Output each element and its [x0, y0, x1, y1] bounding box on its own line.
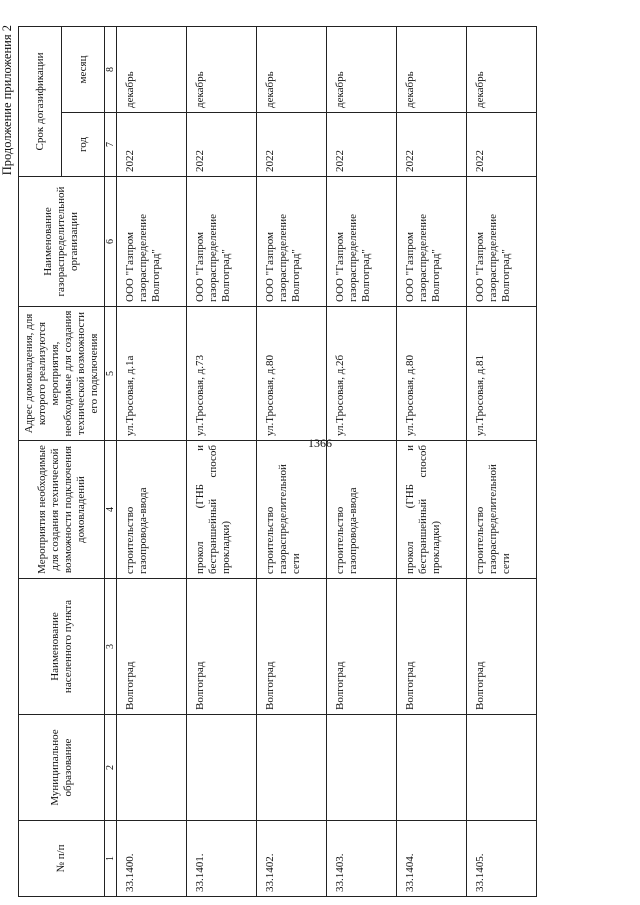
row-settlement: Волгоград [187, 579, 257, 715]
row-number: 33.1403. [327, 821, 397, 897]
row-year: 2022 [117, 113, 187, 177]
row-measure: строительство газопровода-ввода [117, 441, 187, 579]
column-number: 5 [105, 307, 117, 441]
row-address: ул.Тросовая, д.80 [397, 307, 467, 441]
row-measure: прокол (ГНБ и бестраншейный способ прокладки) [397, 441, 467, 579]
table-row [187, 26, 257, 896]
row-organization: ООО "Газпром газораспределение Волгоград" [327, 177, 397, 307]
row-municipality [117, 715, 187, 821]
header-month: месяц [62, 26, 105, 112]
table-row [117, 26, 187, 896]
table-row [397, 26, 467, 896]
page-number: 1366 [308, 436, 332, 450]
column-number: 8 [105, 26, 117, 112]
row-year: 2022 [257, 113, 327, 177]
row-address: ул.Тросовая, д.81 [467, 307, 537, 441]
column-number: 1 [105, 821, 117, 897]
column-number: 2 [105, 715, 117, 821]
gasification-table [18, 26, 537, 897]
header-organization: Наименование газораспределительной организации [19, 177, 105, 307]
row-organization: ООО "Газпром газораспределение Волгоград" [187, 177, 257, 307]
row-address: ул.Тросовая, д.2б [327, 307, 397, 441]
row-month: декабрь [397, 26, 467, 112]
row-month: декабрь [187, 26, 257, 112]
row-year: 2022 [467, 113, 537, 177]
row-organization: ООО "Газпром газораспределение Волгоград" [397, 177, 467, 307]
header-row [19, 26, 62, 896]
row-year: 2022 [397, 113, 467, 177]
column-number: 3 [105, 579, 117, 715]
table-row [327, 26, 397, 896]
row-month: декабрь [117, 26, 187, 112]
row-organization: ООО "Газпром газораспределение Волгоград" [467, 177, 537, 307]
row-measure: строительство газопровода-ввода [327, 441, 397, 579]
row-number: 33.1401. [187, 821, 257, 897]
row-measure: прокол (ГНБ и бестраншейный способ прокладки) [187, 441, 257, 579]
header-settlement: Наименование населенного пункта [19, 579, 105, 715]
row-year: 2022 [327, 113, 397, 177]
row-settlement: Волгоград [257, 579, 327, 715]
column-number: 4 [105, 441, 117, 579]
column-number: 6 [105, 177, 117, 307]
row-year: 2022 [187, 113, 257, 177]
table-row [257, 26, 327, 896]
row-number: 33.1405. [467, 821, 537, 897]
header-municipality: Муниципальное образование [19, 715, 105, 821]
table-row [467, 26, 537, 896]
row-measure: строительство газораспределительной сети [467, 441, 537, 579]
header-measures: Мероприятия необходимые для создания технической возможности подключения домовладений [19, 441, 105, 579]
column-number: 7 [105, 113, 117, 177]
row-settlement: Волгоград [397, 579, 467, 715]
row-settlement: Волгоград [327, 579, 397, 715]
row-municipality [187, 715, 257, 821]
row-number: 33.1402. [257, 821, 327, 897]
row-measure: строительство газораспределительной сети [257, 441, 327, 579]
row-address: ул.Тросовая, д.80 [257, 307, 327, 441]
row-address: ул.Тросовая, д.1а [117, 307, 187, 441]
row-settlement: Волгоград [467, 579, 537, 715]
row-municipality [327, 715, 397, 821]
header-deadline: Срок догазификации [19, 26, 62, 176]
row-number: 33.1400. [117, 821, 187, 897]
row-municipality [257, 715, 327, 821]
row-organization: ООО "Газпром газораспределение Волгоград" [257, 177, 327, 307]
continuation-label: Продолжение приложения 2 [0, 25, 14, 176]
row-month: декабрь [257, 26, 327, 112]
column-number-row [105, 26, 117, 896]
row-number: 33.1404. [397, 821, 467, 897]
row-municipality [397, 715, 467, 821]
header-address: Адрес домовладения, для которого реализуются мероприятия, необходимые для создания технической возможности его подключения [19, 307, 105, 441]
row-organization: ООО "Газпром газораспределение Волгоград" [117, 177, 187, 307]
row-settlement: Волгоград [117, 579, 187, 715]
row-month: декабрь [327, 26, 397, 112]
header-year: год [62, 113, 105, 177]
header-number: № п/п [19, 821, 105, 897]
row-municipality [467, 715, 537, 821]
row-month: декабрь [467, 26, 537, 112]
row-address: ул.Тросовая, д.73 [187, 307, 257, 441]
